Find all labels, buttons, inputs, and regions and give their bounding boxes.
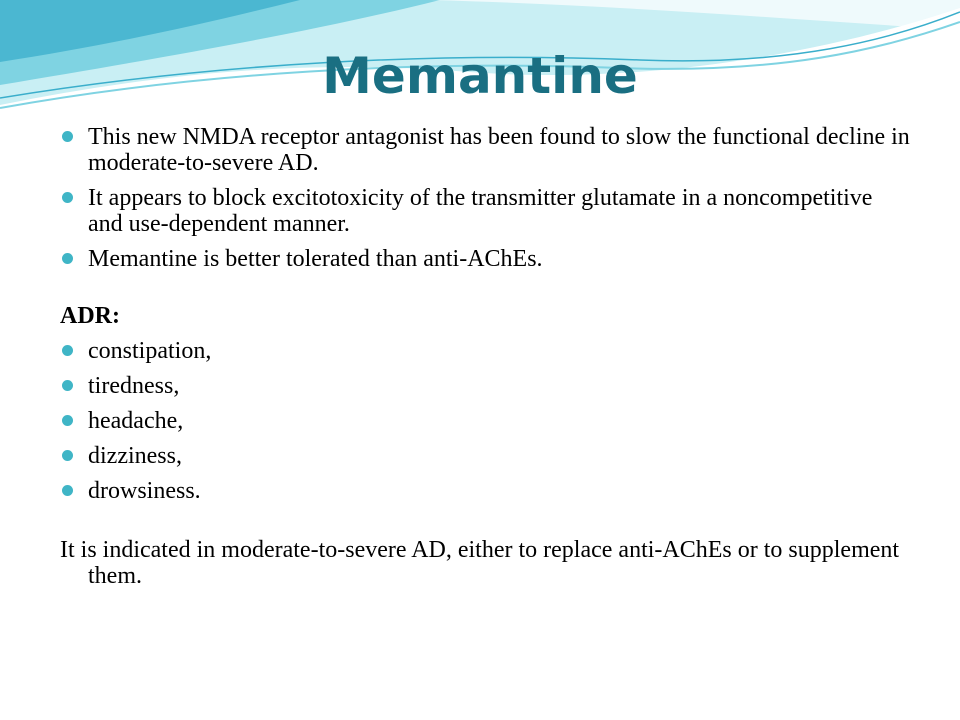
main-bullets [60, 124, 910, 272]
adr-item: dizziness, [60, 443, 910, 469]
adr-heading: ADR: [60, 303, 120, 329]
bullet-item: It appears to block excitotoxicity of the transmitter glutamate in a noncompetitive and use-dependent manner. [60, 185, 910, 237]
slide-title: Memantine [322, 47, 638, 105]
adr-item: constipation, [60, 338, 910, 364]
adr-list [60, 338, 910, 504]
adr-item: headache, [60, 408, 910, 434]
adr-item: drowsiness. [60, 478, 910, 504]
closing-statement: It is indicated in moderate-to-severe AD, either to replace anti-AChEs or to supplement them. [60, 537, 900, 589]
bullet-item: Memantine is better tolerated than anti-AChEs. [60, 246, 910, 272]
bullet-item: This new NMDA receptor antagonist has been found to slow the functional decline in moderate-to-severe AD. [60, 124, 910, 176]
slide-content [60, 124, 910, 589]
adr-item: tiredness, [60, 373, 910, 399]
